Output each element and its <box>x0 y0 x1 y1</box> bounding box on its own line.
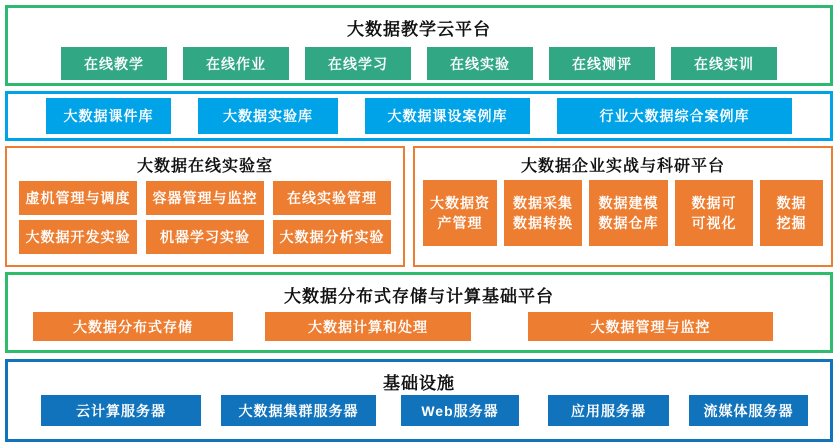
block-container-monitoring: 容器管理与监控 <box>146 181 264 215</box>
online-lab-row-2 <box>7 220 403 254</box>
enterprise-platform-title: 大数据企业实战与科研平台 <box>520 158 725 175</box>
block-label-line: 挖掘 <box>776 215 807 231</box>
block-experiment-library: 大数据实验库 <box>198 98 338 134</box>
block-online-homework: 在线作业 <box>183 47 289 80</box>
teaching-platform-button-row <box>8 47 830 80</box>
online-lab-row-1 <box>7 181 403 215</box>
enterprise-platform-box <box>413 146 833 267</box>
block-courseware-library: 大数据课件库 <box>46 98 171 134</box>
block-bigdata-cluster-server: 大数据集群服务器 <box>221 395 376 426</box>
block-bigdata-dev-experiment: 大数据开发实验 <box>19 220 137 254</box>
block-vm-management: 虚机管理与调度 <box>19 181 137 215</box>
block-label-line: 可视化 <box>691 215 737 231</box>
block-distributed-storage: 大数据分布式存储 <box>33 312 233 341</box>
block-data-mining <box>760 180 823 246</box>
storage-platform-band <box>5 272 833 353</box>
block-label-line: 数据建模 <box>598 194 659 211</box>
block-app-server: 应用服务器 <box>548 395 669 426</box>
block-label-line: 数据采集 <box>513 194 573 211</box>
block-label-line: 数据 <box>776 194 807 211</box>
teaching-platform-band <box>5 5 833 86</box>
resource-library-band <box>5 91 833 141</box>
block-online-learning: 在线学习 <box>305 47 411 80</box>
enterprise-platform-button-row <box>415 180 831 246</box>
block-data-asset-management <box>423 180 497 246</box>
block-online-training: 在线实训 <box>671 47 777 80</box>
block-web-server: Web服务器 <box>401 395 519 426</box>
block-ml-experiment: 机器学习实验 <box>146 220 264 254</box>
online-lab-box <box>5 146 405 267</box>
block-label-line: 产管理 <box>437 215 483 231</box>
block-experiment-management: 在线实验管理 <box>273 181 391 215</box>
block-data-collection-conversion <box>504 180 582 246</box>
block-data-modeling-warehouse <box>589 180 668 246</box>
infrastructure-band <box>5 359 833 442</box>
block-streaming-server: 流媒体服务器 <box>689 395 808 426</box>
block-label-line: 数据可 <box>691 194 737 211</box>
block-label-line: 大数据资 <box>430 194 490 211</box>
teaching-platform-title: 大数据教学云平台 <box>347 20 491 39</box>
block-data-visualization <box>675 180 753 246</box>
block-bigdata-analysis-experiment: 大数据分析实验 <box>273 220 391 254</box>
block-label-line: 数据仓库 <box>598 215 659 231</box>
block-label-line: 数据转换 <box>513 215 573 231</box>
infrastructure-title: 基础设施 <box>383 374 455 393</box>
storage-platform-title: 大数据分布式存储与计算基础平台 <box>284 287 554 306</box>
block-industry-case-library: 行业大数据综合案例库 <box>557 98 792 134</box>
block-computing-processing: 大数据计算和处理 <box>265 312 471 341</box>
block-cloud-server: 云计算服务器 <box>41 395 201 426</box>
block-course-design-case-library: 大数据课设案例库 <box>365 98 530 134</box>
block-online-assessment: 在线测评 <box>549 47 655 80</box>
online-lab-title: 大数据在线实验室 <box>136 158 273 175</box>
block-online-teaching: 在线教学 <box>61 47 167 80</box>
block-management-monitoring: 大数据管理与监控 <box>528 312 773 341</box>
block-online-experiment: 在线实验 <box>427 47 533 80</box>
